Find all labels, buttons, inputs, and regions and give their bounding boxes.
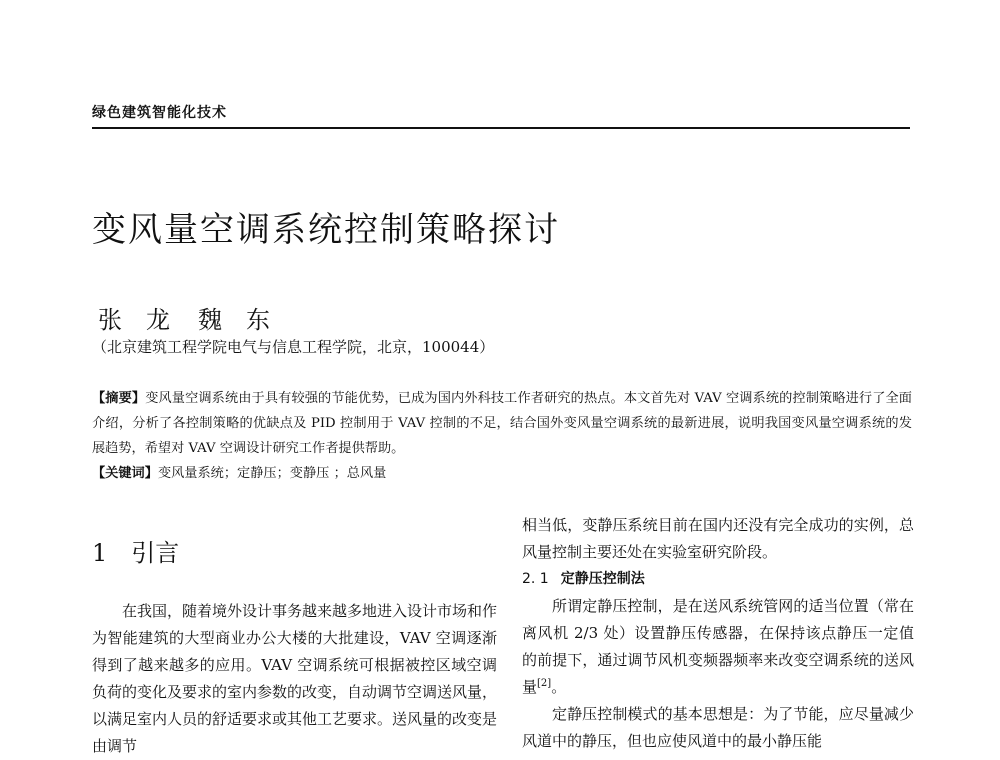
abstract	[92, 386, 912, 461]
left-column	[92, 598, 497, 760]
author-1: 张 龙	[98, 306, 170, 334]
right-column	[522, 512, 914, 755]
paper-title: 变风量空调系统控制策略探讨	[92, 210, 560, 250]
abstract-label: 【摘要】	[92, 391, 146, 406]
subsection-number: 2. 1	[522, 571, 549, 587]
basic-idea-paragraph: 定静压控制模式的基本思想是：为了节能，应尽量减少风道中的静压，但也应使风道中的最小静压能	[522, 705, 914, 750]
section-title: 引言	[131, 539, 180, 567]
authors	[98, 300, 298, 335]
citation-ref: [2]	[537, 678, 552, 689]
paragraph-end: 。	[551, 678, 567, 696]
affiliation: （北京建筑工程学院电气与信息工程学院，北京，100044）	[92, 338, 495, 356]
keywords	[92, 461, 386, 486]
intro-paragraph: 在我国，随着境外设计事务越来越多地进入设计市场和作为智能建筑的大型商业办公大楼的大批建设，VAV 空调逐渐得到了越来越多的应用。VAV 空调系统可根据被控区域空调负荷的变化及要求的室内参数的改变，自动调节空调送风量，以满足室内人员的舒适要求或其他工艺要求。送风量的改变是由调节	[92, 602, 498, 755]
paragraph-text: 所谓定静压控制，是在送风系统管网的适当位置（常在离风机 2/3 处）设置静压传感器，在保持该点静压一定值的前提下，通过调节风机变频器频率来改变空调系统的送风量	[522, 597, 914, 696]
keywords-label: 【关键词】	[92, 466, 158, 481]
abstract-text: 变风量空调系统由于具有较强的节能优势，已成为国内外科技工作者研究的热点。本文首先对 VAV 空调系统的控制策略进行了全面介绍，分析了各控制策略的优缺点及 PID 控制用于 VAV 控制的不足，结合国外变风量空调系统的最新进展，说明我国变风量空调系统的发展趋势，希望对 VAV 空调设计研究工作者提供帮助。	[92, 391, 912, 456]
header-rule	[92, 127, 910, 129]
running-head: 绿色建筑智能化技术	[92, 105, 227, 121]
section-number: 1	[92, 539, 108, 567]
author-2: 魏 东	[198, 306, 270, 334]
subsection-title: 定静压控制法	[560, 571, 645, 587]
continuation-paragraph: 相当低，变静压系统目前在国内还没有完全成功的实例，总风量控制主要还处在实验室研究阶段。	[522, 516, 914, 561]
section-heading	[92, 533, 179, 568]
static-pressure-paragraph	[522, 593, 914, 701]
subsection-heading	[522, 566, 914, 593]
keywords-text: 变风量系统；定静压；变静压 ；总风量	[157, 466, 387, 481]
